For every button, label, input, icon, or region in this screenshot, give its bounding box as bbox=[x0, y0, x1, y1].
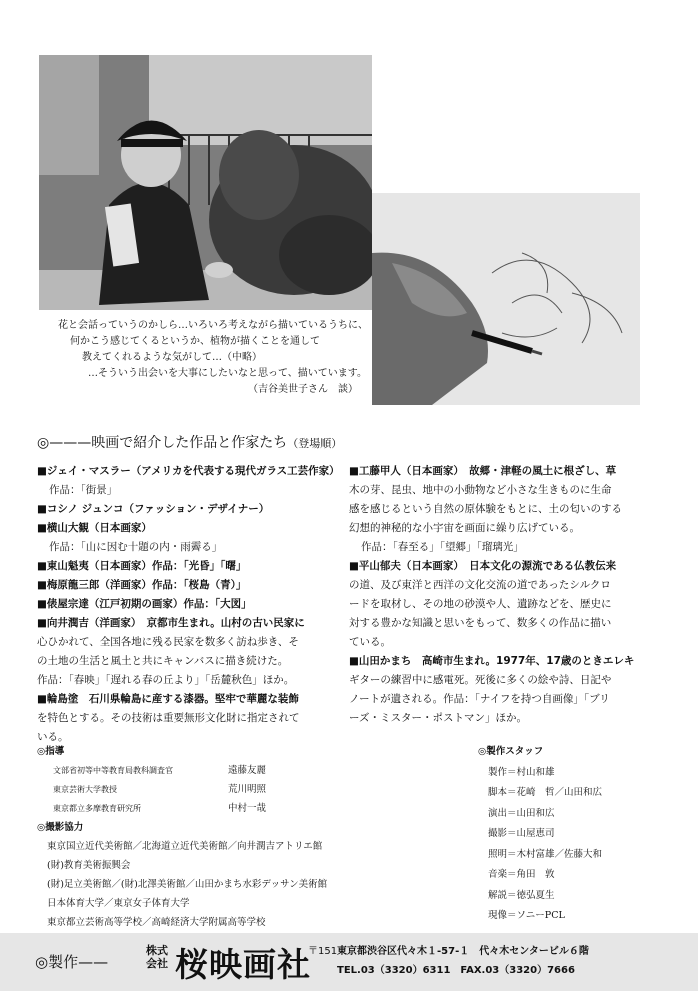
entry-line: ノートが遺される。作品：「ナイフを持つ自画像」「ブリ bbox=[349, 693, 610, 705]
entry-line: の土地の生活と風土と共にキャンバスに描き続けた。 bbox=[37, 655, 289, 667]
entry-line: 作品：「街景」 bbox=[49, 484, 118, 496]
entry-line: 作品：「春至る」「望郷」「瑠璃光」 bbox=[361, 541, 524, 553]
entry-line: ■梅原龍三郎（洋画家）作品：「桜島（青）」 bbox=[37, 579, 247, 591]
credits bbox=[37, 742, 353, 951]
quote-line: 花と会話っていうのかしら…いろいろ考えながら描いているうちに、 bbox=[58, 320, 368, 331]
entry-line: 作品：「山に因む十題の内・雨霽る」 bbox=[49, 541, 223, 553]
section-title-text: ◎———映画で紹介した作品と作家たち bbox=[37, 435, 288, 451]
guidance-row bbox=[37, 799, 353, 818]
staff-line: 撮影＝山屋恵司 bbox=[488, 828, 555, 839]
entry-line: 対する豊かな知識と思いをもって、数多くの作品に描い bbox=[349, 617, 612, 629]
hand-drawing-photo bbox=[372, 193, 640, 405]
staff-line: 製作＝村山和雄 bbox=[488, 766, 555, 778]
entry-line: ■輪島塗 石川県輪島に産する漆器。堅牢で華麗な装飾 bbox=[37, 693, 299, 705]
entry-line: ている。 bbox=[349, 636, 391, 648]
entry-line: ードを取材し、その地の砂漠や人、遺跡などを、歴史に bbox=[349, 598, 612, 610]
entry-line: いる。 bbox=[37, 731, 69, 743]
entry-line: ギターの練習中に感電死。死後に多くの絵や詩、日記や bbox=[349, 674, 612, 686]
entry-line: ■コシノ ジュンコ（ファッション・デザイナー） bbox=[37, 503, 270, 515]
entry-line: ■東山魁夷（日本画家）作品：「光昏」「曙」 bbox=[37, 560, 247, 572]
entry-line: ■山田かまち 高崎市生まれ。1977年、17歳のときエレキ bbox=[349, 655, 635, 667]
footer-bar bbox=[0, 933, 698, 991]
work-entry bbox=[37, 500, 342, 519]
company-contact: TEL.03（3320）6311 FAX.03（3320）7666 bbox=[337, 965, 575, 976]
cooperation-line: 東京都立芸術高等学校／高崎経済大学附属高等学校 bbox=[47, 917, 266, 928]
production-label: ◎製作—— bbox=[35, 953, 109, 971]
entry-line: ■工藤甲人（日本画家） 故郷・津軽の風土に根ざし、草 bbox=[349, 465, 617, 477]
work-entry bbox=[37, 576, 342, 595]
quote-line: 教えてくれるような気がして…（中略） bbox=[82, 352, 262, 363]
staff-heading: ◎製作スタッフ bbox=[478, 746, 544, 757]
entry-line: ■俵屋宗達（江戸初期の画家）作品：「大図」 bbox=[37, 598, 252, 610]
entry-line: の道、及び東洋と西洋の文化交流の道であったシルクロ bbox=[349, 579, 611, 591]
cooperation-line: 日本体育大学／東京女子体育大学 bbox=[47, 898, 190, 909]
staff-line: 現像＝ソニーPCL bbox=[488, 910, 565, 921]
entry-line: 感を感じるという自然の原体験をもとに、土の匂いのする bbox=[349, 503, 622, 515]
work-entry bbox=[37, 557, 342, 576]
guidance-name: 中村一哉 bbox=[228, 803, 267, 814]
staff-line: 照明＝木村富雄／佐藤大和 bbox=[488, 848, 603, 860]
guidance-role: 東京芸術大学教授 bbox=[53, 785, 117, 794]
entry-line: ■ジェイ・マスラー（アメリカを代表する現代ガラス工芸作家） bbox=[37, 465, 340, 477]
works-list-left bbox=[37, 462, 342, 747]
guidance-role: 東京都立多摩教育研究所 bbox=[53, 804, 141, 813]
cooperation-line: 東京国立近代美術館／北海道立近代美術館／向井潤吉アトリエ館 bbox=[47, 841, 323, 852]
company-type: 株式会社 bbox=[146, 944, 168, 970]
staff-line: 音楽＝角田 敦 bbox=[488, 869, 555, 880]
production-staff bbox=[478, 742, 602, 927]
company-address: 東京都渋谷区代々木１-57-１ 代々木センタービル６階 bbox=[337, 946, 589, 957]
staff-line: 解説＝徳弘夏生 bbox=[488, 889, 555, 901]
guidance-name: 遠藤友麗 bbox=[228, 765, 267, 776]
entry-line: ーズ・ミスター・ポストマン」ほか。 bbox=[349, 712, 527, 724]
cooperation-heading: ◎撮影協力 bbox=[37, 822, 84, 833]
postal-code: 〒151 bbox=[308, 946, 338, 957]
entry-line: 幻想的神秘的な小宇宙を画面に繰り広げている。 bbox=[349, 522, 580, 534]
work-entry bbox=[37, 595, 342, 614]
quote-line: …そういう出会いを大事にしたいなと思って、描いています。 bbox=[88, 368, 367, 379]
work-entry bbox=[37, 690, 342, 747]
work-entry bbox=[349, 652, 649, 728]
guidance-row bbox=[37, 761, 353, 780]
cooperation-line: (財)足立美術館／(財)北澤美術館／山田かまち水彩デッサン美術館 bbox=[47, 879, 328, 890]
cooperation-line: (財)教育美術振興会 bbox=[47, 860, 131, 871]
staff-line: 演出＝山田和広 bbox=[488, 807, 555, 819]
company-name: 桜映画社 bbox=[175, 945, 311, 984]
work-entry bbox=[37, 519, 342, 557]
quote-attribution: （吉谷美世子さん 談） bbox=[248, 384, 358, 395]
works-list-right bbox=[349, 462, 649, 728]
work-entry bbox=[37, 614, 342, 690]
entry-line: 心ひかれて、全国各地に残る民家を数多く訪ね歩き、そ bbox=[37, 636, 299, 648]
artist-sketching-photo bbox=[39, 55, 372, 310]
entry-line: を特色とする。その技術は重要無形文化財に指定されて bbox=[37, 712, 300, 724]
entry-line: ■向井潤吉（洋画家） 京都市生まれ。山村の古い民家に bbox=[37, 617, 305, 629]
section-note: （登場順） bbox=[287, 437, 343, 450]
work-entry bbox=[349, 557, 649, 652]
work-entry bbox=[349, 462, 649, 557]
guidance-name: 荒川明照 bbox=[228, 784, 267, 795]
entry-line: 作品：「春映」「遅れる春の丘より」「岳麓秋色」ほか。 bbox=[37, 674, 295, 686]
work-entry bbox=[37, 462, 342, 500]
guidance-role: 文部省初等中等教育局教科調査官 bbox=[53, 766, 173, 775]
staff-line: 脚本＝花崎 哲／山田和広 bbox=[488, 787, 603, 798]
entry-line: ■平山郁夫（日本画家） 日本文化の源流である仏教伝来 bbox=[349, 560, 617, 572]
artist-quote bbox=[58, 318, 368, 398]
guidance-row bbox=[37, 780, 353, 799]
entry-line: 木の芽、昆虫、地中の小動物など小さな生きものに生命 bbox=[349, 484, 612, 496]
entry-line: ■横山大観（日本画家） bbox=[37, 522, 152, 534]
section-title bbox=[37, 432, 342, 452]
guidance-heading: ◎指導 bbox=[37, 746, 65, 757]
quote-line: 何かこう感じてくるというか、植物が描くことを通して bbox=[70, 336, 320, 347]
